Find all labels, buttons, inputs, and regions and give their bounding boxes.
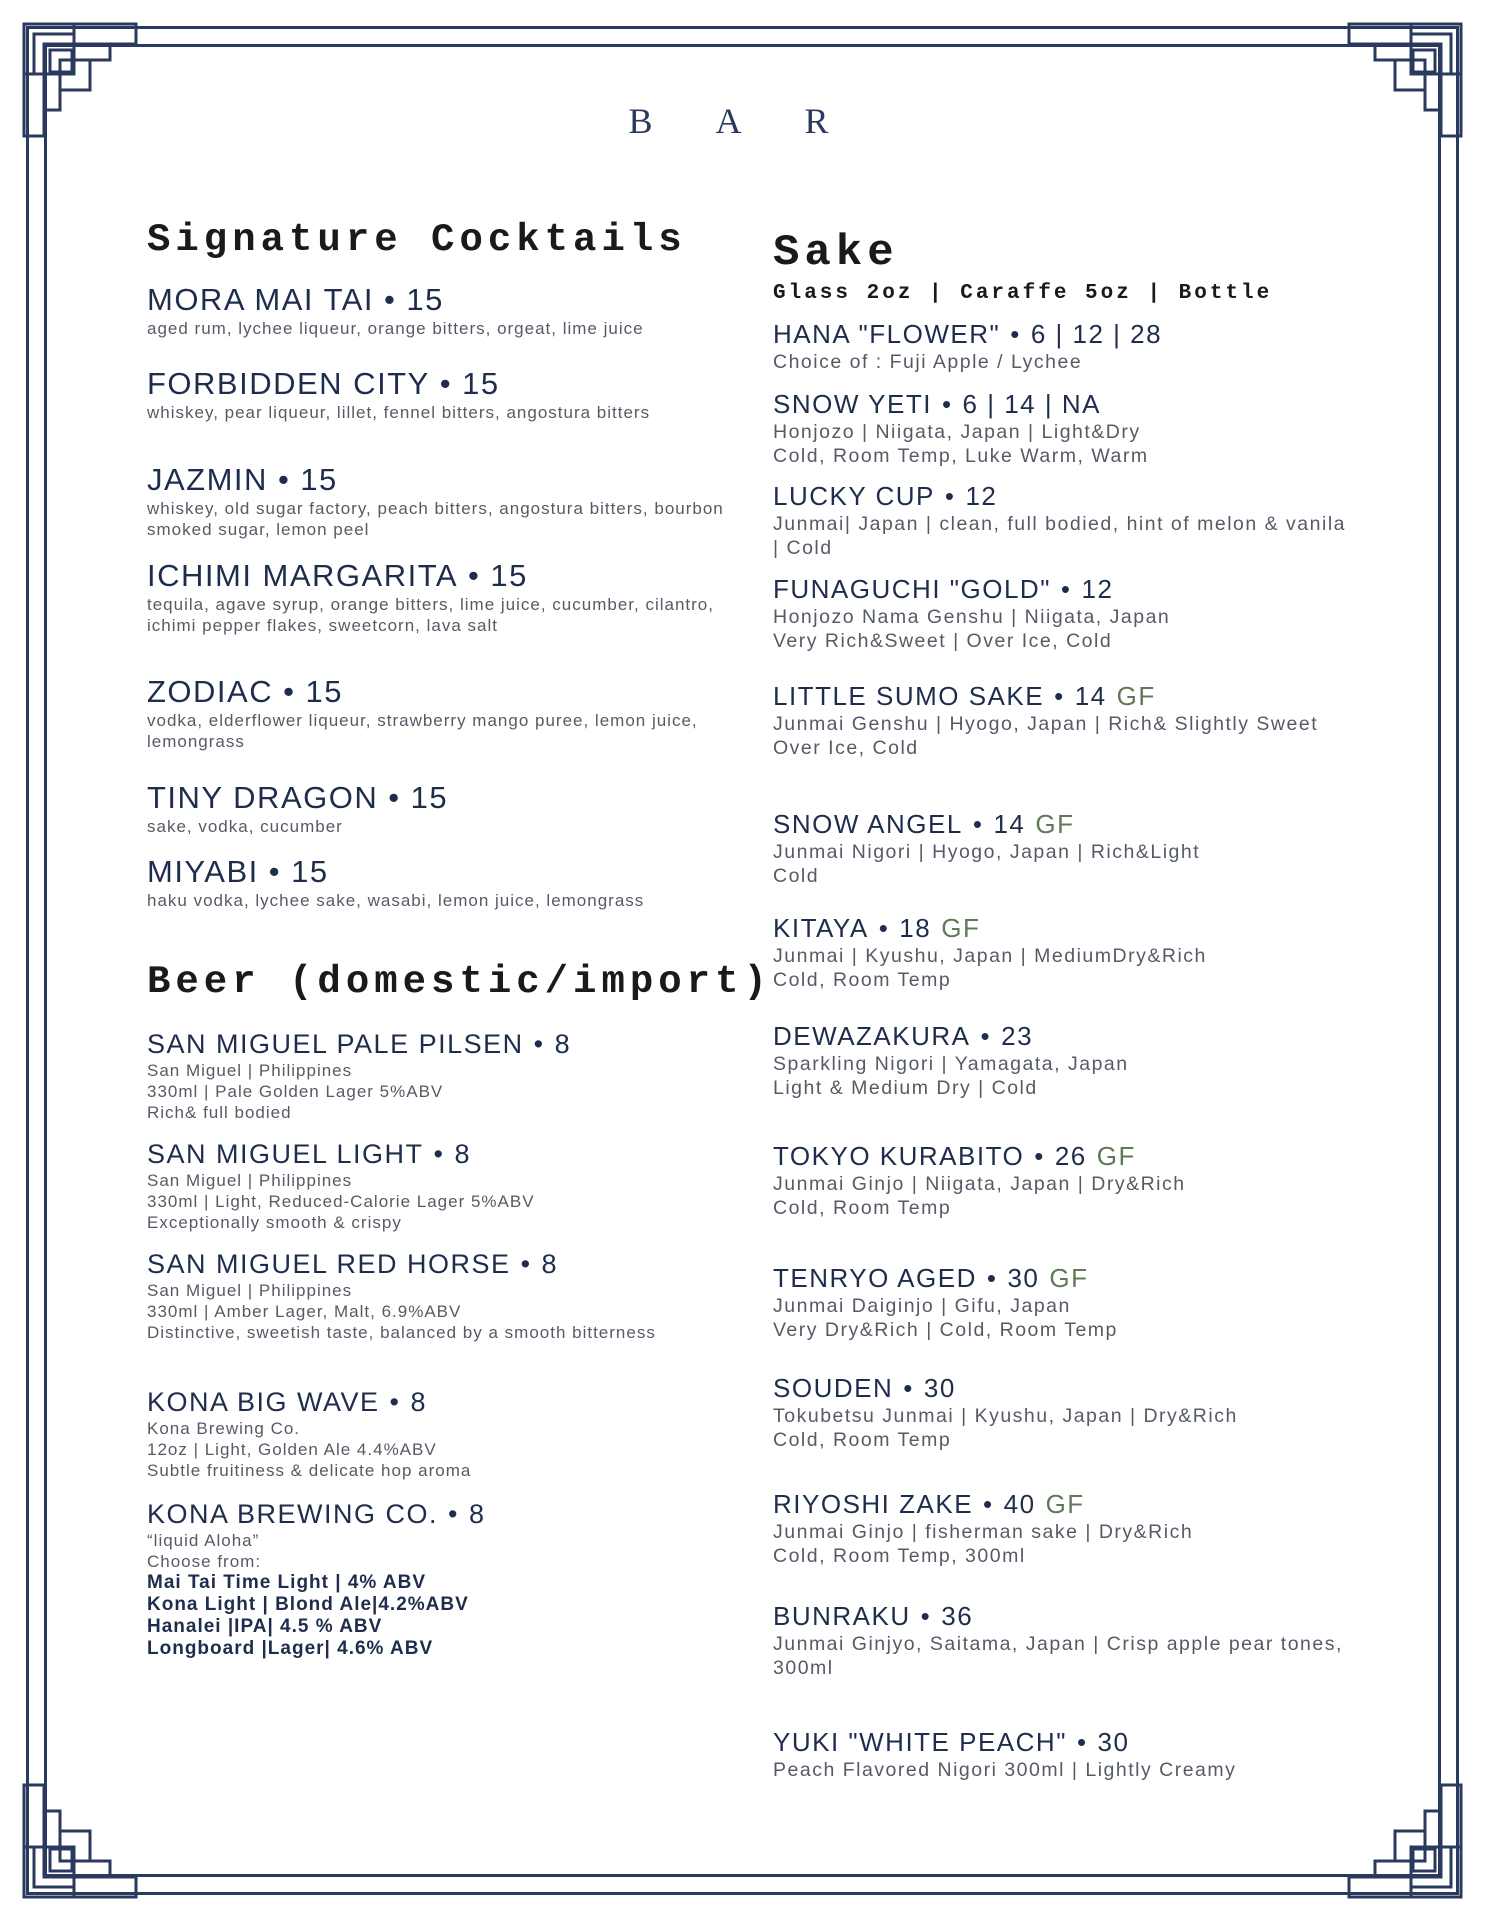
item-name: SNOW YETI — [773, 389, 932, 419]
item-price: 8 — [454, 1139, 472, 1169]
price-separator: • — [903, 1373, 914, 1403]
gluten-free-badge: GF — [1035, 809, 1075, 839]
item-price: 15 — [462, 366, 500, 401]
sake-detail-line: Junmai Genshu | Hyogo, Japan | Rich& Slightly Sweet — [773, 713, 1319, 735]
beer-detail-line: Choose from: — [147, 1552, 262, 1571]
item-name: JAZMIN — [147, 462, 268, 497]
item-name: ZODIAC — [147, 674, 274, 709]
sake-detail-line: Choice of : Fuji Apple / Lychee — [773, 351, 1083, 373]
beer-detail-line: San Miguel | Philippines — [147, 1171, 353, 1190]
left-column — [147, 218, 772, 1659]
item-price: 12 — [1081, 574, 1114, 604]
item-name: SNOW ANGEL — [773, 809, 963, 839]
beer-detail-line: Exceptionally smooth & crispy — [147, 1213, 402, 1232]
price-separator: • — [389, 1387, 401, 1417]
item-price: 30 — [1097, 1727, 1130, 1757]
sake-detail-line: Light & Medium Dry | Cold — [773, 1077, 1038, 1099]
sake-detail-line: Very Rich&Sweet | Over Ice, Cold — [773, 630, 1113, 652]
cocktail-description: sake, vodka, cucumber — [147, 817, 343, 836]
item-price: 6 | 12 | 28 — [1030, 319, 1163, 349]
beer-option-line: Mai Tai Time Light | 4% ABV — [147, 1572, 427, 1593]
sake-detail-line: Junmai Ginjyo, Saitama, Japan | Crisp apple pear tones, 300ml — [773, 1633, 1343, 1679]
item-title — [773, 1020, 1353, 1052]
sake-item — [773, 1372, 1353, 1452]
price-separator: • — [268, 854, 282, 889]
price-separator: • — [986, 1263, 998, 1293]
price-separator: • — [920, 1601, 932, 1631]
item-price: 36 — [941, 1601, 974, 1631]
beer-detail-line: San Miguel | Philippines — [147, 1061, 353, 1080]
beer-detail-line: 330ml | Pale Golden Lager 5%ABV — [147, 1082, 444, 1101]
item-name: SAN MIGUEL LIGHT — [147, 1139, 424, 1169]
sake-item — [773, 388, 1353, 468]
item-price: 6 | 14 | NA — [962, 389, 1101, 419]
cocktail-item — [147, 282, 727, 339]
item-price: 12 — [965, 481, 998, 511]
cocktail-item — [147, 674, 727, 752]
item-title — [147, 1386, 727, 1418]
item-price: 8 — [541, 1249, 559, 1279]
sake-detail-line: Cold, Room Temp, Luke Warm, Warm — [773, 445, 1149, 467]
sake-heading: Sake — [773, 228, 899, 278]
sake-item — [773, 480, 1353, 560]
beer-detail-line: 330ml | Light, Reduced-Calorie Lager 5%ABV — [147, 1192, 535, 1211]
item-price: 15 — [291, 854, 329, 889]
sake-detail-line: Cold, Room Temp — [773, 969, 952, 991]
beer-item — [147, 1248, 727, 1343]
item-name: YUKI "WHITE PEACH" — [773, 1727, 1067, 1757]
price-separator: • — [439, 366, 453, 401]
beer-option-line: Longboard |Lager| 4.6% ABV — [147, 1638, 434, 1659]
item-price: 40 — [1003, 1489, 1036, 1519]
gluten-free-badge: GF — [1116, 681, 1156, 711]
price-separator: • — [878, 913, 890, 943]
item-price: 15 — [300, 462, 338, 497]
item-name: MORA MAI TAI — [147, 282, 374, 317]
cocktails-heading: Signature Cocktails — [147, 218, 687, 262]
beer-detail-line: “liquid Aloha” — [147, 1531, 260, 1550]
beer-item — [147, 1386, 727, 1481]
beer-heading: Beer (domestic/import) — [147, 960, 772, 1004]
beer-option-line: Kona Light | Blond Ale|4.2%ABV — [147, 1594, 469, 1615]
item-price: 23 — [1001, 1021, 1034, 1051]
item-price: 30 — [923, 1373, 956, 1403]
cocktail-item — [147, 854, 727, 911]
item-name: LITTLE SUMO SAKE — [773, 681, 1045, 711]
corner-ornament-icon — [20, 1781, 140, 1901]
beer-detail-line: 330ml | Amber Lager, Malt, 6.9%ABV — [147, 1302, 462, 1321]
sake-item — [773, 318, 1353, 374]
sake-detail-line: Peach Flavored Nigori 300ml | Lightly Creamy — [773, 1759, 1237, 1781]
price-separator: • — [433, 1139, 445, 1169]
beer-option-line: Hanalei |IPA| 4.5 % ABV — [147, 1616, 383, 1637]
item-title — [773, 318, 1353, 350]
sake-serving-sizes: Glass 2oz | Caraffe 5oz | Bottle — [773, 282, 1273, 305]
sake-detail-line: Junmai | Kyushu, Japan | MediumDry&Rich — [773, 945, 1207, 967]
price-separator: • — [1060, 574, 1072, 604]
price-separator: • — [283, 674, 296, 709]
beer-item — [147, 1498, 727, 1660]
sake-detail-line: Cold, Room Temp — [773, 1429, 952, 1451]
sake-item — [773, 912, 1353, 992]
item-price: 14 — [1074, 681, 1107, 711]
item-title — [147, 1028, 727, 1060]
item-title — [147, 282, 727, 318]
gluten-free-badge: GF — [941, 913, 981, 943]
item-name: FORBIDDEN CITY — [147, 366, 430, 401]
item-price: 30 — [1007, 1263, 1040, 1293]
item-name: BUNRAKU — [773, 1601, 911, 1631]
sake-item — [773, 680, 1353, 760]
item-title — [773, 1600, 1353, 1632]
cocktail-item — [147, 780, 727, 837]
beer-detail-line: 12oz | Light, Golden Ale 4.4%ABV — [147, 1440, 437, 1459]
gluten-free-badge: GF — [1049, 1263, 1089, 1293]
item-title — [773, 1488, 1353, 1520]
item-price: 8 — [410, 1387, 428, 1417]
item-name: TOKYO KURABITO — [773, 1141, 1025, 1171]
sake-detail-line: Cold, Room Temp — [773, 1197, 952, 1219]
price-separator: • — [533, 1029, 545, 1059]
sake-detail-line: Tokubetsu Junmai | Kyushu, Japan | Dry&Rich — [773, 1405, 1238, 1427]
item-title — [147, 1498, 727, 1530]
item-title — [773, 1726, 1353, 1758]
item-title — [147, 1248, 727, 1280]
gluten-free-badge: GF — [1096, 1141, 1136, 1171]
sake-detail-line: Honjozo | Niigata, Japan | Light&Dry — [773, 421, 1141, 443]
sake-item — [773, 573, 1353, 653]
item-title — [147, 854, 727, 890]
beer-detail-line: Rich& full bodied — [147, 1103, 292, 1122]
item-price: 8 — [554, 1029, 572, 1059]
item-title — [773, 1372, 1353, 1404]
item-title — [773, 680, 1353, 712]
item-name: SAN MIGUEL RED HORSE — [147, 1249, 511, 1279]
sake-detail-line: Junmai| Japan | clean, full bodied, hint of melon & vanila | Cold — [773, 513, 1347, 559]
sake-detail-line: Over Ice, Cold — [773, 737, 919, 759]
item-title — [773, 480, 1353, 512]
sake-item — [773, 1262, 1353, 1342]
sake-item — [773, 1140, 1353, 1220]
item-price: 18 — [899, 913, 932, 943]
item-price: 15 — [406, 282, 444, 317]
cocktail-item — [147, 558, 727, 636]
sake-detail-line: Junmai Nigori | Hyogo, Japan | Rich&Light — [773, 841, 1201, 863]
item-price: 8 — [469, 1499, 486, 1529]
price-separator: • — [983, 1489, 994, 1519]
price-separator: • — [1076, 1727, 1088, 1757]
item-name: TINY DRAGON — [147, 780, 379, 815]
sake-detail-line: Junmai Ginjo | Niigata, Japan | Dry&Rich — [773, 1173, 1186, 1195]
price-separator: • — [384, 282, 397, 317]
sake-item — [773, 1726, 1353, 1782]
sake-detail-line: Junmai Ginjo | fisherman sake | Dry&Rich — [773, 1521, 1194, 1543]
price-separator: • — [972, 809, 984, 839]
item-price: 15 — [490, 558, 528, 593]
price-separator: • — [1010, 319, 1021, 349]
sake-detail-line: Cold — [773, 865, 820, 887]
cocktail-description: tequila, agave syrup, orange bitters, lime juice, cucumber, cilantro, ichimi pepper flakes, sweetcorn, lava salt — [147, 595, 714, 635]
beer-detail-line: San Miguel | Philippines — [147, 1281, 353, 1300]
sake-detail-line: Cold, Room Temp, 300ml — [773, 1545, 1026, 1567]
item-price: 14 — [993, 809, 1026, 839]
sake-item — [773, 1488, 1353, 1568]
item-title — [773, 573, 1353, 605]
beer-detail-line: Kona Brewing Co. — [147, 1419, 301, 1438]
price-separator: • — [448, 1499, 459, 1529]
item-name: LUCKY CUP — [773, 481, 935, 511]
beer-item — [147, 1138, 727, 1233]
gluten-free-badge: GF — [1045, 1489, 1085, 1519]
item-name: KONA BREWING CO. — [147, 1499, 439, 1529]
item-name: SOUDEN — [773, 1373, 894, 1403]
item-name: HANA "FLOWER" — [773, 319, 1001, 349]
item-price: 15 — [410, 780, 449, 815]
item-price: 26 — [1054, 1141, 1087, 1171]
cocktail-description: whiskey, pear liqueur, lillet, fennel bitters, angostura bitters — [147, 403, 651, 422]
right-column — [773, 228, 1353, 1781]
item-name: TENRYO AGED — [773, 1263, 977, 1293]
item-name: KITAYA — [773, 913, 869, 943]
beer-detail-line: Subtle fruitiness & delicate hop aroma — [147, 1461, 472, 1480]
item-name: ICHIMI MARGARITA — [147, 558, 459, 593]
cocktail-description: haku vodka, lychee sake, wasabi, lemon juice, lemongrass — [147, 891, 645, 910]
sake-detail-line: Very Dry&Rich | Cold, Room Temp — [773, 1319, 1118, 1341]
price-separator: • — [520, 1249, 532, 1279]
price-separator: • — [941, 389, 953, 419]
cocktail-description: whiskey, old sugar factory, peach bitters, angostura bitters, bourbon smoked sugar, lemon peel — [147, 499, 724, 539]
cocktail-description: vodka, elderflower liqueur, strawberry mango puree, lemon juice, lemongrass — [147, 711, 698, 751]
corner-ornament-icon — [1345, 1781, 1465, 1901]
cocktail-item — [147, 366, 727, 423]
sake-item — [773, 1600, 1353, 1680]
item-title — [773, 808, 1353, 840]
item-title — [147, 558, 727, 594]
item-name: RIYOSHI ZAKE — [773, 1489, 974, 1519]
item-price: 15 — [305, 674, 343, 709]
item-title — [773, 388, 1353, 420]
beer-item — [147, 1028, 727, 1123]
price-separator: • — [1034, 1141, 1045, 1171]
price-separator: • — [468, 558, 481, 593]
price-separator: • — [1054, 681, 1065, 711]
item-name: MIYABI — [147, 854, 259, 889]
item-title — [773, 1262, 1353, 1294]
item-title — [147, 780, 727, 816]
item-name: KONA BIG WAVE — [147, 1387, 380, 1417]
price-separator: • — [980, 1021, 992, 1051]
beer-detail-line: Distinctive, sweetish taste, balanced by a smooth bitterness — [147, 1323, 656, 1342]
sake-item — [773, 808, 1353, 888]
item-title — [147, 1138, 727, 1170]
item-title — [773, 1140, 1353, 1172]
item-name: SAN MIGUEL PALE PILSEN — [147, 1029, 524, 1059]
cocktail-description: aged rum, lychee liqueur, orange bitters, orgeat, lime juice — [147, 319, 644, 338]
item-title — [773, 912, 1353, 944]
sake-detail-line: Honjozo Nama Genshu | Niigata, Japan — [773, 606, 1171, 628]
item-name: FUNAGUCHI "GOLD" — [773, 574, 1051, 604]
item-title — [147, 674, 727, 710]
cocktail-item — [147, 462, 727, 540]
sake-item — [773, 1020, 1353, 1100]
price-separator: • — [388, 780, 401, 815]
item-title — [147, 366, 727, 402]
sake-detail-line: Junmai Daiginjo | Gifu, Japan — [773, 1295, 1071, 1317]
page-title: B A R — [628, 101, 857, 141]
price-separator: • — [277, 462, 291, 497]
price-separator: • — [944, 481, 956, 511]
item-name: DEWAZAKURA — [773, 1021, 971, 1051]
item-title — [147, 462, 727, 498]
sake-detail-line: Sparkling Nigori | Yamagata, Japan — [773, 1053, 1129, 1075]
